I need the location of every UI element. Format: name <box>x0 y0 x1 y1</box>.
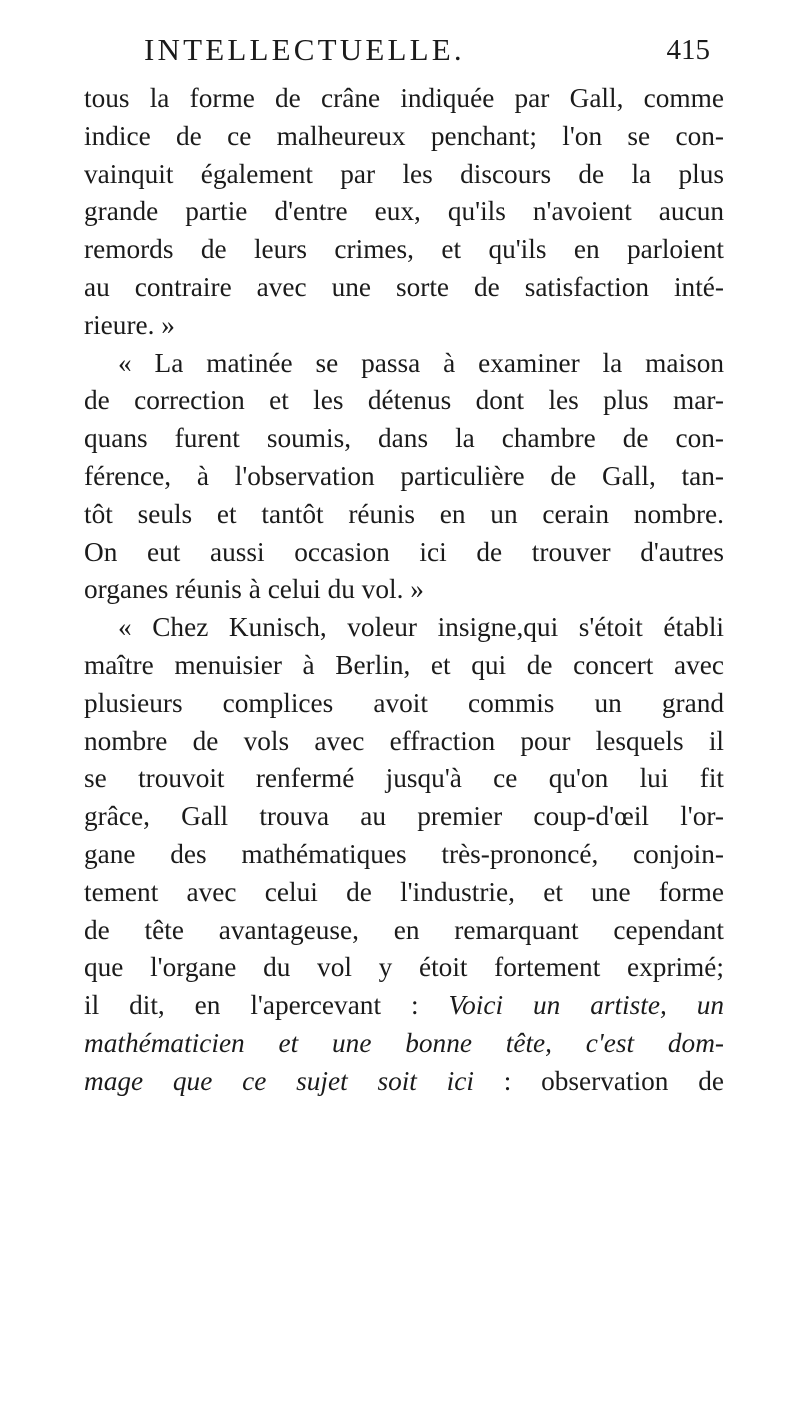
text-line: quans furent soumis, dans la chambre de con- <box>84 423 724 454</box>
text-line: « La matinée se passa à examiner la maison <box>118 347 724 378</box>
text-line: rieure. » <box>84 309 175 340</box>
text-line: de correction et les détenus dont les plus mar- <box>84 385 724 416</box>
text-line <box>84 1025 724 1063</box>
text-line <box>84 1063 724 1101</box>
text-line: grâce, Gall trouva au premier coup-d'œil l'or- <box>84 801 724 832</box>
body-text <box>84 80 724 1101</box>
text-line: maître menuisier à Berlin, et qui de concert avec <box>84 649 724 680</box>
text-line: tous la forme de crâne indiquée par Gall, comme <box>84 83 724 113</box>
text-line: remords de leurs crimes, et qu'ils en parloient <box>84 234 724 265</box>
page-number: 415 <box>666 34 710 66</box>
running-head: INTELLECTUELLE. <box>144 32 465 67</box>
text-line: vainquit également par les discours de la plus <box>84 158 724 189</box>
text-line: tôt seuls et tantôt réunis en un cerain nombre. <box>84 498 724 529</box>
text-line: organes réunis à celui du vol. » <box>84 574 424 605</box>
italic-quote: mage que ce sujet soit ici <box>84 1065 474 1096</box>
text-line: plusieurs complices avoit commis un grand <box>84 687 724 718</box>
text-line: nombre de vols avec effraction pour lesquels il <box>84 725 724 756</box>
text-line: que l'organe du vol y étoit fortement exprimé; <box>84 952 724 983</box>
text-line: se trouvoit renfermé jusqu'à ce qu'on lui fit <box>84 763 724 794</box>
text-line: tement avec celui de l'industrie, et une forme <box>84 876 724 907</box>
text-line <box>84 987 724 1025</box>
roman-text: : observation de <box>473 1065 724 1096</box>
italic-quote: mathématicien et une bonne tête, c'est dom- <box>84 1027 724 1058</box>
page-header <box>144 28 710 72</box>
text-line: férence, à l'observation particulière de Gall, tan- <box>84 460 724 491</box>
text-line: grande partie d'entre eux, qu'ils n'avoient aucun <box>84 196 724 227</box>
text-line: de tête avantageuse, en remarquant cependant <box>84 914 724 945</box>
text-line: gane des mathématiques très-prononcé, conjoin- <box>84 838 724 869</box>
text-line: au contraire avec une sorte de satisfaction inté- <box>84 271 724 302</box>
text-line: indice de ce malheureux penchant; l'on se con- <box>84 120 724 151</box>
italic-quote: Voici un artiste, un <box>448 990 724 1021</box>
text-line: « Chez Kunisch, voleur insigne,qui s'étoit établi <box>118 612 724 643</box>
text-line: On eut aussi occasion ici de trouver d'autres <box>84 536 724 567</box>
roman-text: il dit, en l'apercevant : <box>84 990 449 1021</box>
